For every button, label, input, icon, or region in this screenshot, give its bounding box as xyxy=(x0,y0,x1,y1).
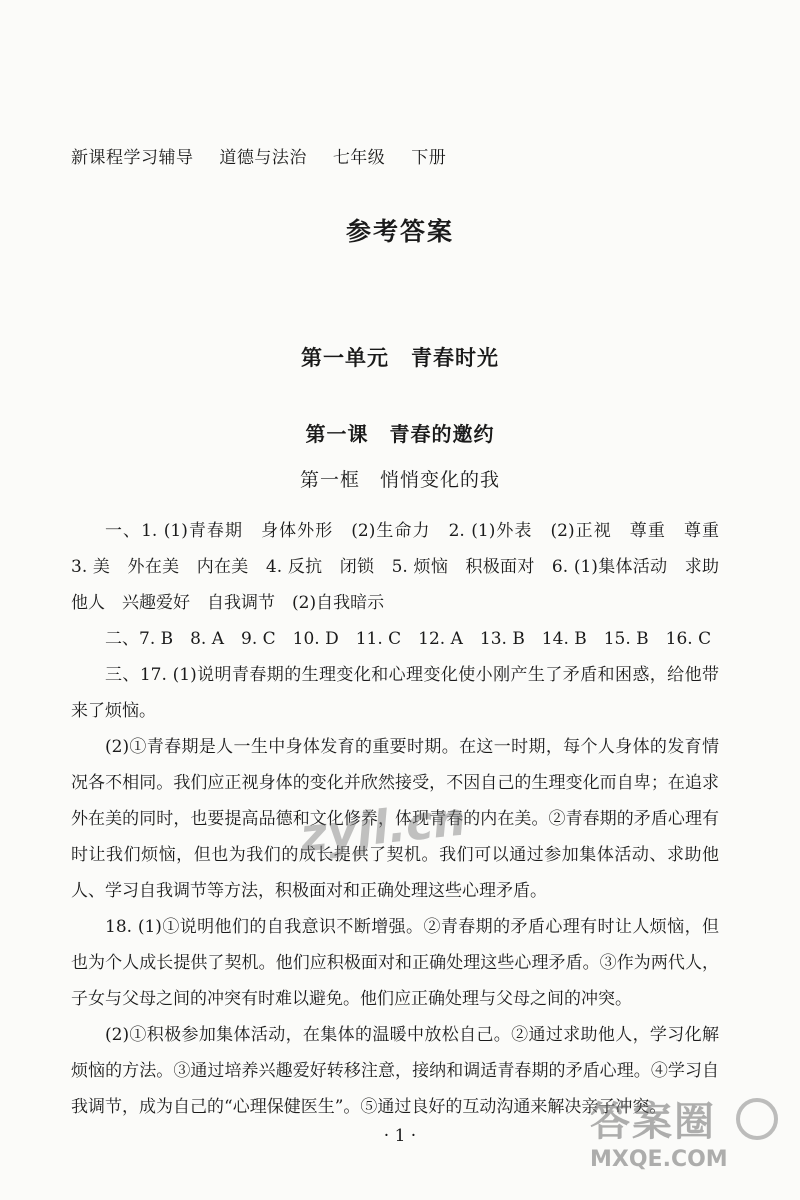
header-volume: 下册 xyxy=(411,148,447,168)
answer-paragraph: 三、17. (1)说明青春期的生理变化和心理变化使小刚产生了矛盾和困惑，给他带来了烦恼。 xyxy=(71,665,719,721)
answer-paragraph: 一、1. (1)青春期 身体外形 (2)生命力 2. (1)外表 (2)正视 尊重 尊重 3. 美 外在美 内在美 4. 反抗 闭锁 5. 烦恼 积极面对 6. (1)集体活动 求助他人 兴趣爱好 自我调节 (2)自我暗示 xyxy=(71,521,736,613)
page-title: 参考答案 xyxy=(345,217,454,246)
watermark-zyjl: zyjl.cn xyxy=(297,791,469,863)
answer-paragraph: 18. (1)①说明他们的自我意识不断增强。②青春期的矛盾心理有时让人烦恼，但也为个人成长提供了契机。他们应积极面对和正确处理这些心理矛盾。③作为两代人，子女与父母之间的冲突有时难以避免。他们应正确处理与父母之间的冲突。 xyxy=(71,917,719,1009)
answer-paragraph: 二、7. B 8. A 9. C 10. D 11. C 12. A 13. B 14. B 15. B 16. C xyxy=(105,629,712,649)
watermark-site-top: 答案圈 xyxy=(590,1099,716,1145)
header-grade: 七年级 xyxy=(332,148,386,168)
header-series: 新课程学习辅导 xyxy=(71,148,194,168)
unit-title: 第一单元 青春时光 xyxy=(301,345,499,370)
answer-paragraph: (2)①积极参加集体活动，在集体的温暖中放松自己。②通过求助他人，学习化解烦恼的方法。③通过培养兴趣爱好转移注意，接纳和调适青春期的矛盾心理。④学习自我调节，成为自己的“心理保健医生”。⑤通过良好的互动沟通来解决亲子冲突。 xyxy=(71,1025,719,1117)
answer-content xyxy=(71,513,736,1125)
running-header xyxy=(71,143,460,168)
watermark-logo-icon xyxy=(736,1098,778,1140)
header-subject: 道德与法治 xyxy=(219,148,307,168)
watermark-site-bottom: MXQE.COM xyxy=(590,1147,728,1172)
answer-paragraph: (2)①青春期是人一生中身体发育的重要时期。在这一时期，每个人身体的发育情况各不相同。我们应正视身体的变化并欣然接受，不因自己的生理变化而自卑；在追求外在美的同时，也要提高品德和文化修养，体现青春的内在美。②青春期的矛盾心理有时让我们烦恼，但也为我们的成长提供了契机。我们可以通过参加集体活动、求助他人、学习自我调节等方法，积极面对和正确处理这些心理矛盾。 xyxy=(71,737,719,901)
page-number: · 1 · xyxy=(383,1126,417,1146)
lesson-title: 第一课 青春的邀约 xyxy=(305,422,495,446)
frame-title: 第一框 悄悄变化的我 xyxy=(299,469,500,491)
